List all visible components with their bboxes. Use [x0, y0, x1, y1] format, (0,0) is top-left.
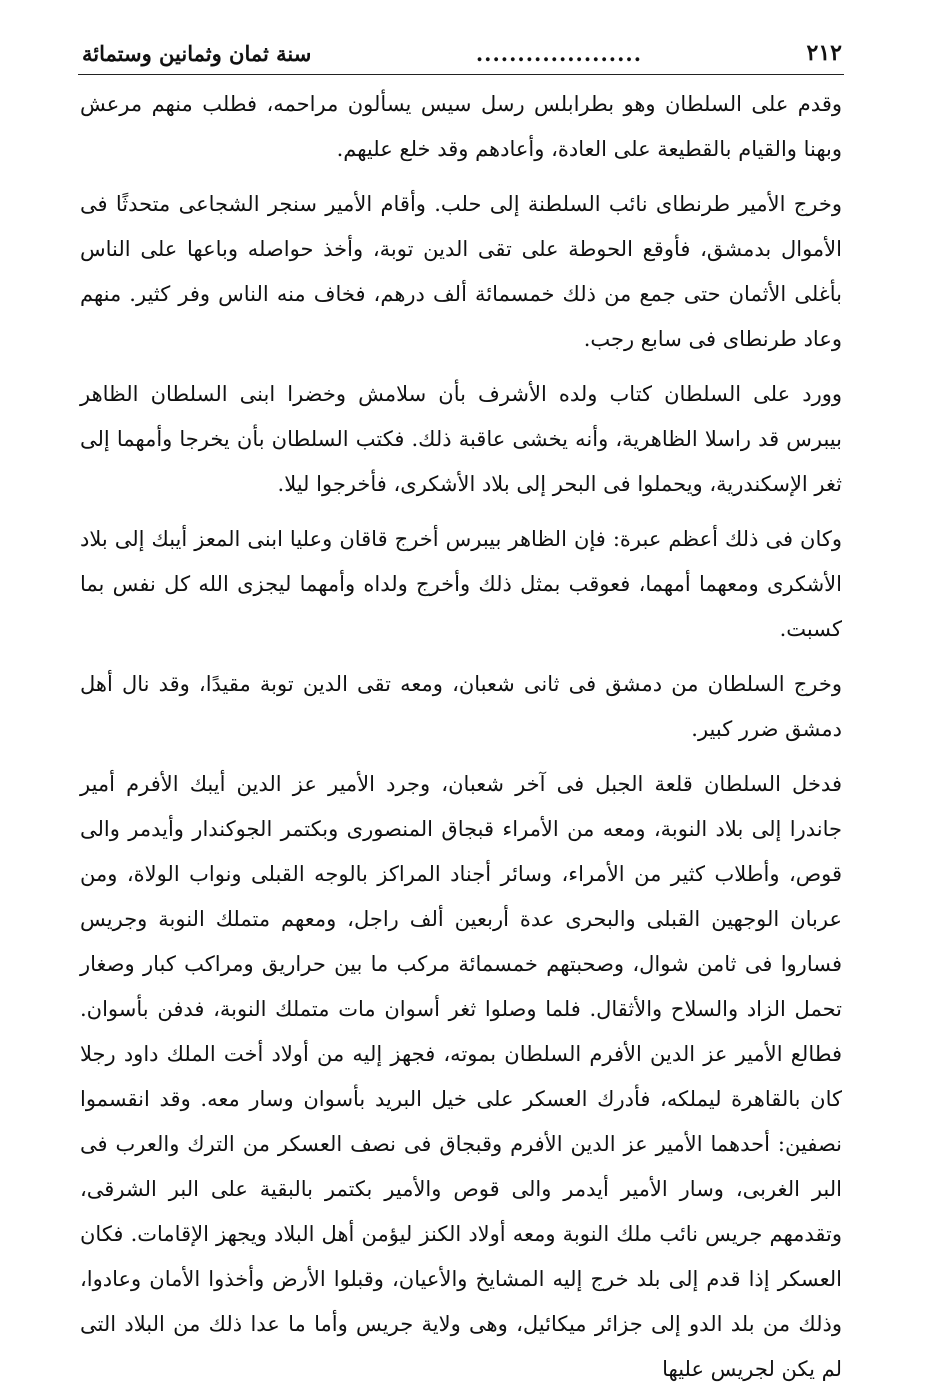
paragraph-5: وخرج السلطان من دمشق فى ثانى شعبان، ومعه تقى الدين توبة مقيدًا، وقد نال أهل دمشق ضرر كبير.	[80, 672, 842, 741]
header-divider	[78, 74, 844, 75]
page-number: ٢١٢	[806, 40, 842, 66]
paragraph-2: وخرج الأمير طرنطاى نائب السلطنة إلى حلب. وأقام الأمير سنجر الشجاعى متحدثًا فى الأموال بدمشق، فأوقع الحوطة على تقى الدين توبة، وأخذ حواصله وباعها على الناس بأغلى الأثمان حتى جمع من ذلك خمسمائة ألف درهم، فخاف منه الناس وفر كثير. منهم وعاد طرنطاى فى سابع رجب.	[80, 192, 842, 351]
running-head	[82, 36, 842, 70]
leader-dots: ....................	[475, 40, 643, 66]
main-text	[80, 82, 842, 1381]
paragraph-4: وكان فى ذلك أعظم عبرة: فإن الظاهر بيبرس أخرج قاقان وعليا ابنى المعز أيبك إلى بلاد الأشكرى ومعهما أمهما، فعوقب بمثل ذلك وأخرج ولداه وأمهما ليجزى الله كل نفس بما كسبت.	[80, 527, 842, 641]
paragraph-3: وورد على السلطان كتاب ولده الأشرف بأن سلامش وخضرا ابنى السلطان الظاهر بيبرس قد راسلا الظاهرية، وأنه يخشى عاقبة ذلك. فكتب السلطان بأن يخرجا وأمهما إلى ثغر الإسكندرية، ويحملوا فى البحر إلى بلاد الأشكرى، فأخرجوا ليلا.	[80, 382, 842, 496]
paragraph-1: وقدم على السلطان وهو بطرابلس رسل سيس يسألون مراحمه، فطلب منهم مرعش وبهنا والقيام بالقطيعة على العادة، وأعادهم وقد خلع عليهم.	[80, 92, 842, 161]
paragraph-6: فدخل السلطان قلعة الجبل فى آخر شعبان، وجرد الأمير عز الدين أيبك الأفرم أمير جاندرا إلى بلاد النوبة، ومعه من الأمراء قبجاق المنصورى وبكتمر الجوكندار وأيدمر والى قوص، وأطلاب كثير من الأمراء، وسائر أجناد المراكز بالوجه القبلى ونواب الولاة، ومن عربان الوجهين القبلى والبحرى عدة أربعين ألف راجل، ومعهم متملك النوبة وجريس فساروا فى ثامن شوال، وصحبتهم خمسمائة مركب ما بين حراريق ومراكب كبار وصغار تحمل الزاد والسلاح والأثقال. فلما وصلوا ثغر أسوان مات متملك النوبة، فدفن بأسوان. فطالع الأمير عز الدين الأفرم السلطان بموته، فجهز إليه من أولاد أخت الملك داود رجلا كان بالقاهرة ليملكه، فأدرك العسكر على خيل البريد بأسوان وسار معه. وقد انقسموا نصفين: أحدهما الأمير عز الدين الأفرم وقبجاق فى نصف العسكر من الترك والعرب فى البر الغربى، وسار الأمير أيدمر والى قوص والأمير بكتمر بالبقية على البر الشرقى، وتقدمهم جريس نائب ملك النوبة ومعه أولاد الكنز ليؤمن أهل البلاد ويجهز الإقامات. فكان العسكر إذا قدم إلى بلد خرج إليه المشايخ والأعيان، وقبلوا الأرض وأخذوا الأمان وعادوا، وذلك من بلد الدو إلى جزائر ميكائيل، وهى ولاية جريس وأما ما عدا ذلك من البلاد التى لم يكن لجريس عليها	[80, 772, 842, 1381]
running-title: سنة ثمان وثمانين وستمائة	[82, 40, 312, 66]
